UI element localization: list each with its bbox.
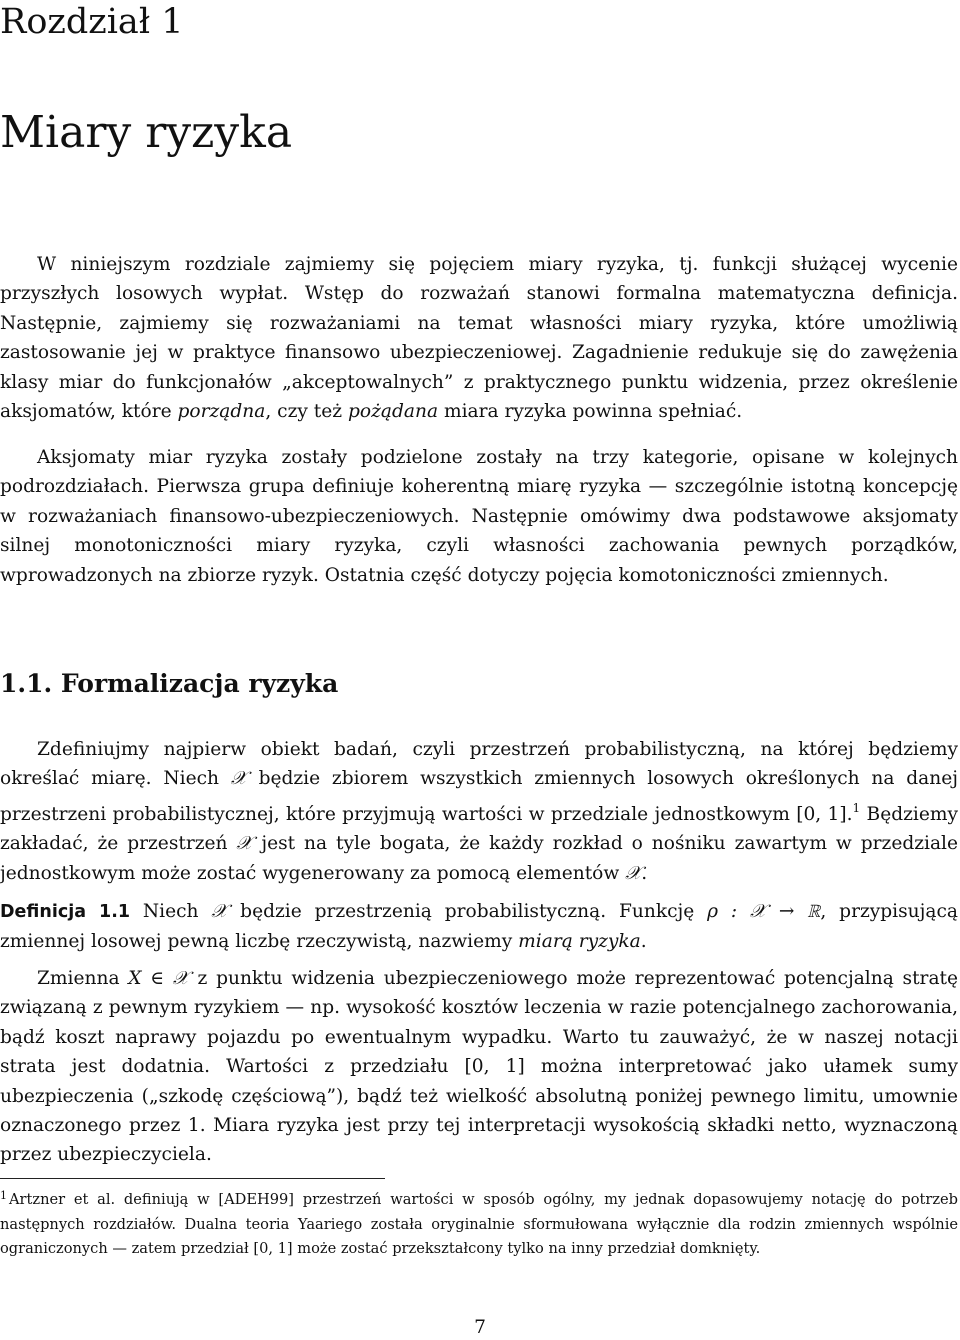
math-formula: X ∈ 𝒳	[128, 968, 189, 989]
emphasis-pozadana: pożądana	[348, 401, 439, 423]
def-d: .	[640, 931, 647, 953]
section-paragraph-1	[0, 735, 958, 888]
def-c: , przypisującą zmiennej losowej pewną liczbę rzeczywistą, nazwiemy	[0, 901, 958, 953]
emphasis-porzadna: porządna	[177, 401, 266, 423]
footnote-mark: 1	[0, 1189, 7, 1202]
page-number: 7	[474, 1317, 486, 1338]
intro-p1-mid: , czy też	[265, 401, 348, 423]
sp2-a: Zmienna	[37, 968, 129, 989]
math-script-x: 𝒳	[211, 901, 228, 922]
footnote-divider	[0, 1178, 385, 1179]
sp1-d: jest na tyle bogata, że każdy rozkład o nośniku zawartym w przedziale jednostkowym może zostać wygenerowany za pomocą elementów	[0, 833, 958, 884]
math-script-x: 𝒳	[230, 768, 247, 790]
footnote-text: Artzner et al. definiują w [ADEH99] przestrzeń wartości w sposób ogólny, my jednak dopasowujemy notację do potrzeb następnych rozdziałów. Dualna teoria Yaariego została oryginalnie sformułowana wyłącznie dla rodzin zmiennych wspólnie ograniczonych — zatem przedział [0, 1] może zostać przekształcony tylko na inny przedział domknięty.	[0, 1191, 958, 1257]
chapter-title: Miary ryzyka	[0, 107, 293, 158]
math-script-x: 𝒳	[625, 862, 642, 884]
section-title: 1.1. Formalizacja ryzyka	[0, 669, 339, 698]
intro-paragraph-1	[0, 250, 958, 426]
sp1-b: będzie zbiorem wszystkich zmiennych losowych określonych na danej przestrzeni probabilistycznej, które przyjmują wartości w przedziale jednostkowym [0, 1].	[0, 768, 958, 825]
sp2-b: z punktu widzenia ubezpieczeniowego może reprezentować potencjalną stratę związaną z pewnym ryzykiem — np. wysokość kosztów leczenia w razie potencjalnego zachorowania, bądź koszt naprawy pojazdu po ewentualnym wypadku. Warto tu zauważyć, że w naszej notacji strata jest dodatnia. Wartości z przedziału [0, 1] można interpretować jako ułamek sumy ubezpieczenia („szkodę częściową”), bądź też wielkość absolutną poniżej pewnego limitu, umownie oznaczonego przez 1. Miara ryzyka jest przy tej interpretacji wysokością składki netto, wyznaczoną przez ubezpieczyciela.	[0, 968, 959, 1166]
sp1-e: .	[641, 862, 648, 884]
definition-label: Definicja 1.1	[0, 902, 131, 922]
definition-block	[0, 897, 958, 957]
def-a: Niech	[130, 901, 212, 922]
chapter-label: Rozdział 1	[0, 2, 184, 42]
math-script-x: 𝒳	[236, 833, 253, 855]
intro-paragraph-2: Aksjomaty miar ryzyka zostały podzielone zostały na trzy kategorie, opisane w kolejnych podrozdziałach. Pierwsza grupa definiuje koherentną miarę ryzyka — szczególnie istotną koncepcję w rozważaniach finansowo-ubezpieczeniowych. Następnie omówimy dwa podstawowe aksjomaty silnej monotoniczności miary ryzyka, czyli własności zachowania pewnych porządków, wprowadzonych na zbiorze ryzyk. Ostatnia część dotyczy pojęcia komotoniczności zmiennych.	[0, 447, 958, 586]
section-paragraph-2	[0, 964, 958, 1170]
sp1-a: Zdefiniujmy najpierw obiekt badań, czyli przestrzeń probabilistyczną, na której będziemy określać miarę. Niech	[0, 739, 958, 790]
footnote	[0, 1184, 958, 1262]
definition-term: miarą ryzyka	[518, 931, 641, 953]
footnote-reference[interactable]: 1	[852, 800, 861, 815]
math-formula: ρ : 𝒳 → ℝ	[707, 901, 821, 922]
def-b: będzie przestrzenią probabilistyczną. Funkcję	[227, 901, 708, 922]
intro-p1-text: W niniejszym rozdziale zajmiemy się pojęciem miary ryzyka, tj. funkcji służącej wycenie przyszłych losowych wypłat. Wstęp do rozważań stanowi formalna matematyczna definicja. Następnie, zajmiemy się rozważaniami na temat własności miary ryzyka, które umożliwią zastosowanie jej w praktyce finansowo ubezpieczeniowej. Zagadnienie redukuje się do zawężenia klasy miar do funkcjonałów „akceptowalnych” z praktycznego punktu widzenia, przez określenie aksjomatów, które	[0, 254, 958, 423]
intro-p1-end: miara ryzyka powinna spełniać.	[438, 401, 743, 423]
sp1-c: Będziemy zakładać, że przestrzeń	[0, 803, 958, 855]
